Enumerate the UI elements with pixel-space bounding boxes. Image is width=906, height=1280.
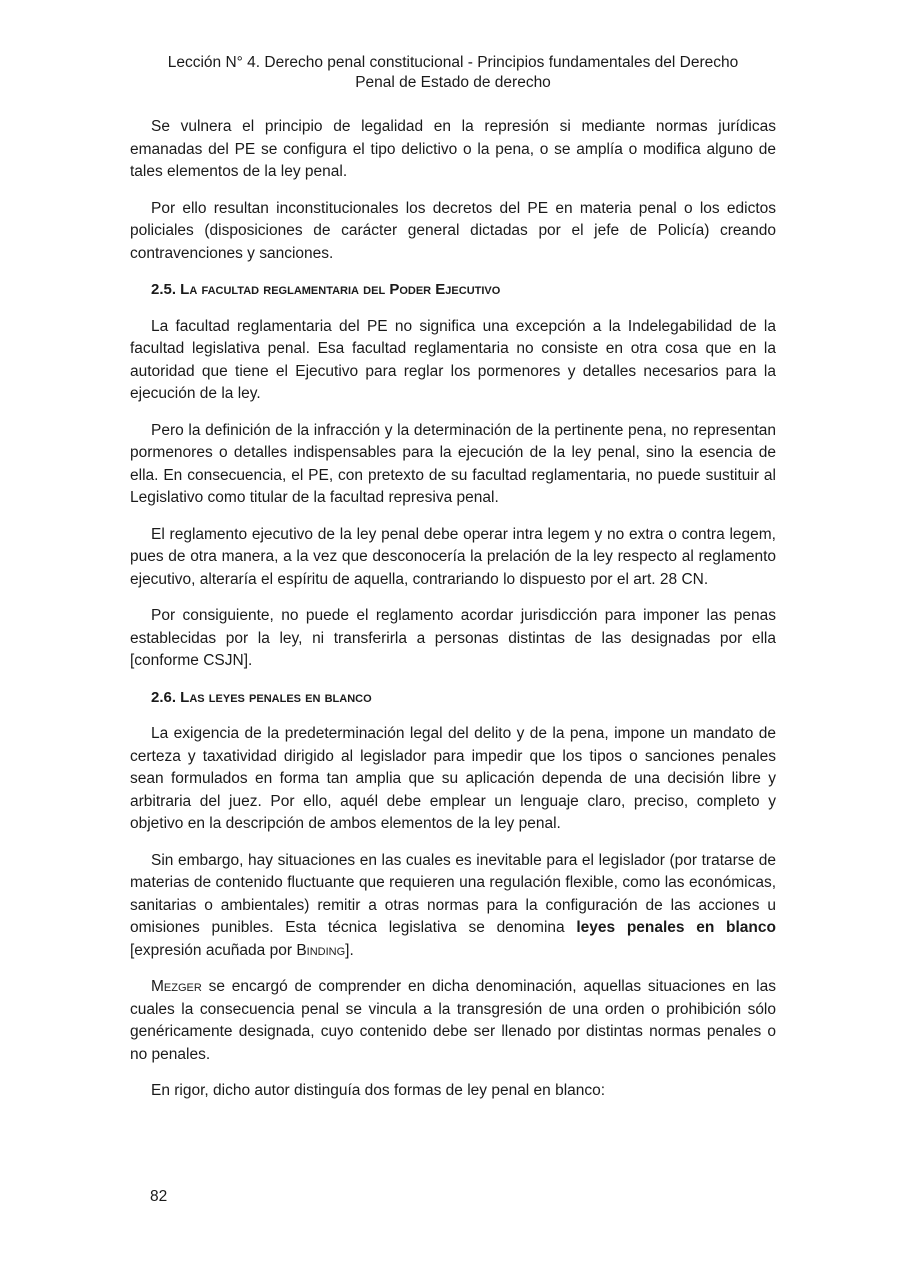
paragraph: Por consiguiente, no puede el reglamento acordar jurisdicción para imponer las penas establecidas por la ley, ni transferirla a personas distintas de las designadas por ella [conforme CSJN]. [130,607,776,669]
author-name: Binding [296,941,346,959]
paragraph [130,850,776,963]
paragraph: Se vulnera el principio de legalidad en la represión si mediante normas jurídicas emanadas del PE se configura el tipo delictivo o la pena, o se amplía o modifica alguno de tales elementos de la ley penal. [130,118,776,180]
page-number: 82 [150,1188,168,1205]
header-line-2: Penal de Estado de derecho [355,74,551,91]
paragraph: La facultad reglamentaria del PE no significa una excepción a la Indelegabilidad de la facultad legislativa penal. Esa facultad reglamentaria no consiste en otra cosa que en la autoridad que tiene el Ejecutivo para reglar los pormenores y detalles necesarios para la ejecución de la ley. [130,317,776,402]
paragraph-text: se encargó de comprender en dicha denominación, aquellas situaciones en las cuales la consecuencia penal se vincula a la transgresión de una orden o prohibición sólo genéricamente designada, cuyo contenido debe ser llenado por distintas normas penales o no penales. [130,978,776,1063]
paragraph [130,976,776,1066]
header-line-1: Lección N° 4. Derecho penal constitucional - Principios fundamentales del Derecho [167,54,739,71]
paragraph: La exigencia de la predeterminación legal del delito y de la pena, impone un mandato de certeza y taxatividad dirigido al legislador para impedir que los tipos o sanciones penales sean formulados en forma tan amplia que su aplicación dependa de una decisión libre y arbitraria del juez. Por ello, aquél debe emplear un lenguaje claro, preciso, completo y objetivo en la descripción de ambos elementos de la ley penal. [130,725,776,832]
paragraph-text: ]. [345,941,354,959]
paragraph: Pero la definición de la infracción y la determinación de la pertinente pena, no representan pormenores o detalles indispensables para la ejecución de la ley penal, sino la esencia de ella. En consecuencia, el PE, con pretexto de su facultad reglamentaria, no puede sustituir al Legislativo como titular de la facultad represiva penal. [130,421,776,506]
author-name: Mezger [151,978,202,995]
paragraph: El reglamento ejecutivo de la ley penal debe operar intra legem y no extra o contra legem, pues de otra manera, a la vez que desconocería la prelación de la ley respecto al reglamento ejecutivo, alteraría el espíritu de aquella, contrariando lo dispuesto por el art. 28 CN. [130,525,776,588]
paragraph-text: [expresión acuñada por [130,941,297,959]
bold-term: leyes penales en blanco [576,919,776,936]
running-header [130,53,776,93]
section-heading-2-6: 2.6. Las leyes penales en blanco [151,688,372,706]
section-heading-2-5: 2.5. La facultad reglamentaria del Poder Ejecutivo [151,281,501,298]
page-body [130,116,776,1117]
paragraph: Por ello resultan inconstitucionales los decretos del PE en materia penal o los edictos policiales (disposiciones de carácter general dictadas por el jefe de Policía) creando contravenciones y sanciones. [130,199,776,262]
paragraph-text: Sin embargo, hay situaciones en las cuales es inevitable para el legislador (por tratarse de materias de contenido fluctuante que requieren una regulación flexible, como las económicas, sanitarias o ambientales) remitir a otras normas para la configuración de las acciones u omisiones punibles. Esta técnica legislativa se denomina [130,851,776,936]
paragraph: En rigor, dicho autor distinguía dos formas de ley penal en blanco: [151,1082,606,1099]
